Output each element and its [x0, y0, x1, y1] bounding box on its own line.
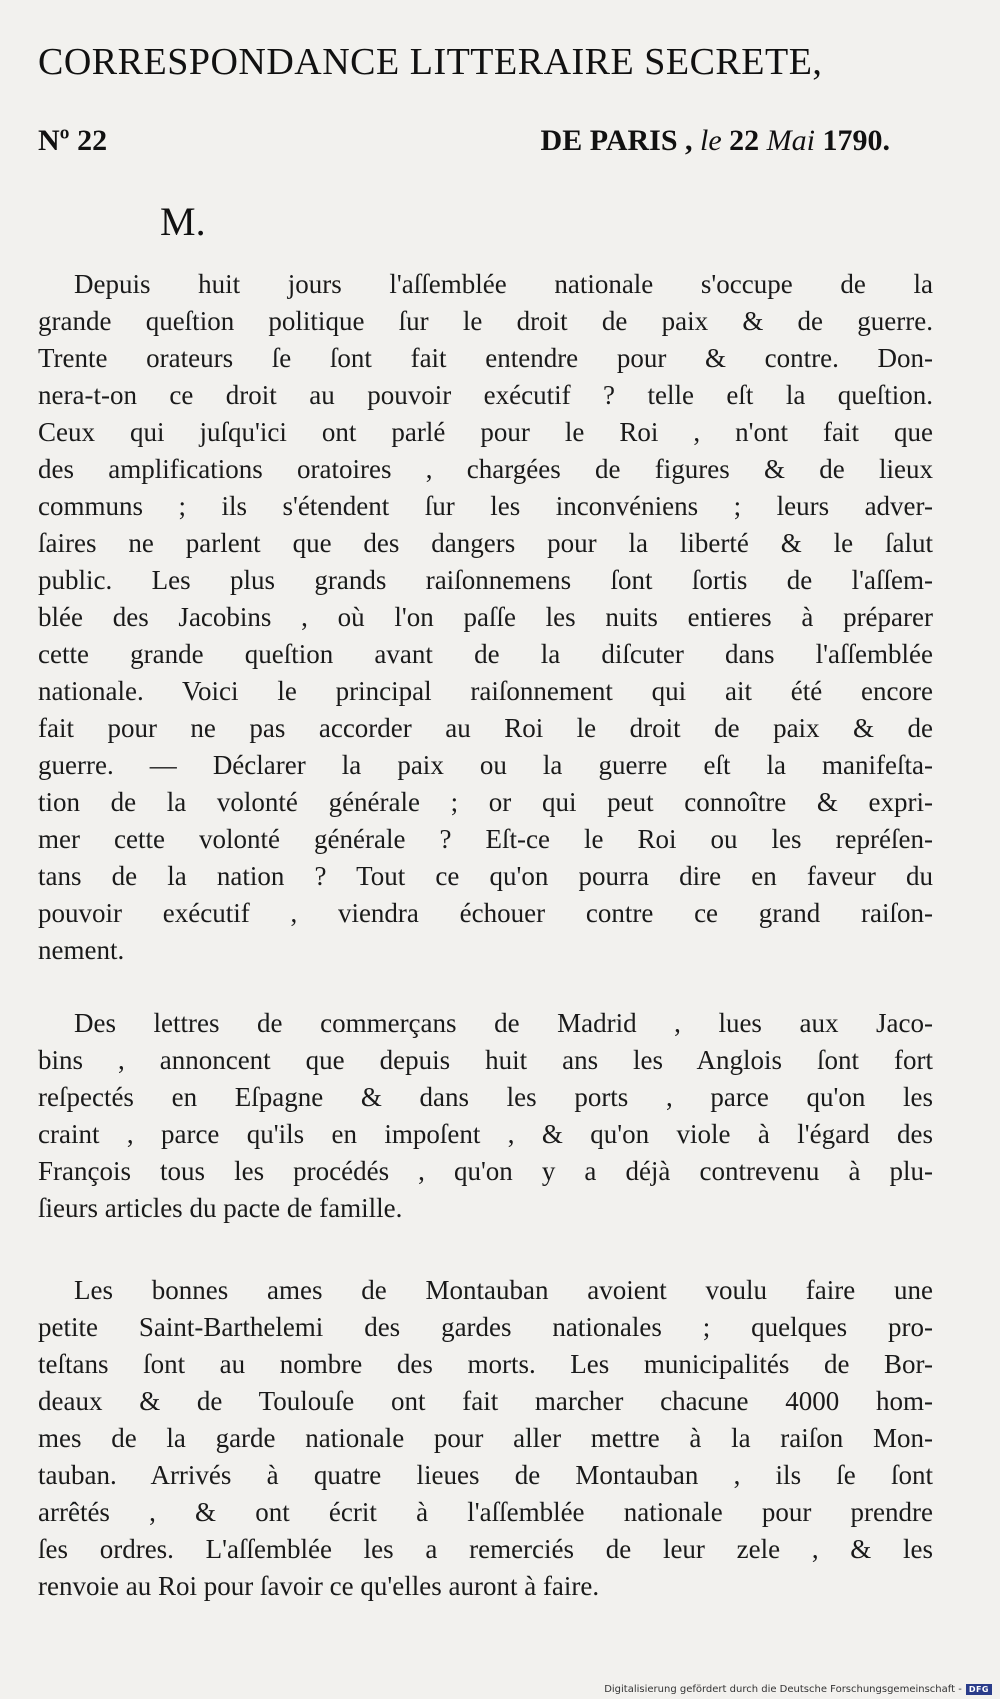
dateline-le: le	[700, 124, 722, 157]
paragraph-1	[38, 266, 933, 969]
text-line: renvoie au Roi pour ſavoir ce qu'elles auront à faire.	[38, 1571, 600, 1601]
dfg-logo: DFG	[966, 1684, 992, 1695]
text-line: pouvoir exécutif , viendra échouer contre ce grand raiſon-	[38, 898, 933, 928]
dateline	[541, 124, 890, 158]
text-line: des amplifications oratoires , chargées de figures & de lieux	[38, 454, 933, 484]
text-line: ſes ordres. L'aſſemblée les a remerciés de leur zele , & les	[38, 1534, 933, 1564]
text-line: ſaires ne parlent que des dangers pour la liberté & le ſalut	[38, 528, 933, 558]
text-line: François tous les procédés , qu'on y a déjà contrevenu à plu-	[38, 1156, 933, 1186]
text-line: tans de la nation ? Tout ce qu'on pourra dire en faveur du	[38, 861, 933, 891]
text-line: bins , annoncent que depuis huit ans les Anglois ſont fort	[38, 1045, 933, 1075]
text-line: Les bonnes ames de Montauban avoient voulu faire une	[74, 1275, 933, 1305]
text-line: mer cette volonté générale ? Eſt-ce le Roi ou les repréſen-	[38, 824, 933, 854]
text-line: guerre. — Déclarer la paix ou la guerre eſt la manifeſta-	[38, 750, 933, 780]
text-line: cette grande queſtion avant de la diſcuter dans l'aſſemblée	[38, 639, 933, 669]
text-line: Des lettres de commerçans de Madrid , lues aux Jaco-	[74, 1008, 933, 1038]
dateline-prefix: DE PARIS ,	[540, 124, 693, 157]
text-line: Depuis huit jours l'aſſemblée nationale s'occupe de la	[74, 269, 933, 299]
text-line: deaux & de Toulouſe ont fait marcher chacune 4000 hom-	[38, 1386, 933, 1416]
text-line: nera-t-on ce droit au pouvoir exécutif ? telle eſt la queſtion.	[38, 380, 933, 410]
salutation: M.	[160, 199, 206, 244]
text-line: Trente orateurs ſe ſont fait entendre pour & contre. Don-	[38, 343, 933, 373]
text-line: teſtans ſont au nombre des morts. Les municipalités de Bor-	[38, 1349, 933, 1379]
text-line: nement.	[38, 935, 125, 965]
digitization-credit	[604, 1684, 992, 1695]
text-line: Ceux qui juſqu'ici ont parlé pour le Roi , n'ont fait que	[38, 417, 933, 447]
issue-number: Nº 22	[38, 124, 108, 157]
text-line: nationale. Voici le principal raiſonnement qui ait été encore	[38, 676, 933, 706]
text-line: communs ; ils s'étendent ſur les inconvéniens ; leurs adver-	[38, 491, 933, 521]
text-line: mes de la garde nationale pour aller mettre à la raiſon Mon-	[38, 1423, 933, 1453]
credit-text: Digitalisierung gefördert durch die Deutsche Forschungsgemeinschaft -	[604, 1684, 962, 1695]
text-line: tauban. Arrivés à quatre lieues de Montauban , ils ſe ſont	[38, 1460, 933, 1490]
text-line: craint , parce qu'ils en impoſent , & qu'on viole à l'égard des	[38, 1119, 933, 1149]
text-line: ſieurs articles du pacte de famille.	[38, 1193, 403, 1223]
dateline-day: 22	[729, 124, 760, 157]
text-line: tion de la volonté générale ; or qui peut connoître & expri-	[38, 787, 933, 817]
text-line: blée des Jacobins , où l'on paſſe les nuits entieres à préparer	[38, 602, 933, 632]
paragraph-2	[38, 1005, 933, 1227]
text-line: arrêtés , & ont écrit à l'aſſemblée nationale pour prendre	[38, 1497, 933, 1527]
paragraph-3	[38, 1272, 933, 1605]
dateline-month: Mai	[766, 124, 815, 157]
text-line: grande queſtion politique ſur le droit de paix & de guerre.	[38, 306, 933, 336]
text-line: reſpectés en Eſpagne & dans les ports , parce qu'on les	[38, 1082, 933, 1112]
publication-title: CORRESPONDANCE LITTERAIRE SECRETE,	[38, 41, 823, 83]
dateline-year: 1790.	[822, 124, 890, 157]
text-line: public. Les plus grands raiſonnemens ſont ſortis de l'aſſem-	[38, 565, 933, 595]
text-line: fait pour ne pas accorder au Roi le droit de paix & de	[38, 713, 933, 743]
text-line: petite Saint-Barthelemi des gardes nationales ; quelques pro-	[38, 1312, 933, 1342]
